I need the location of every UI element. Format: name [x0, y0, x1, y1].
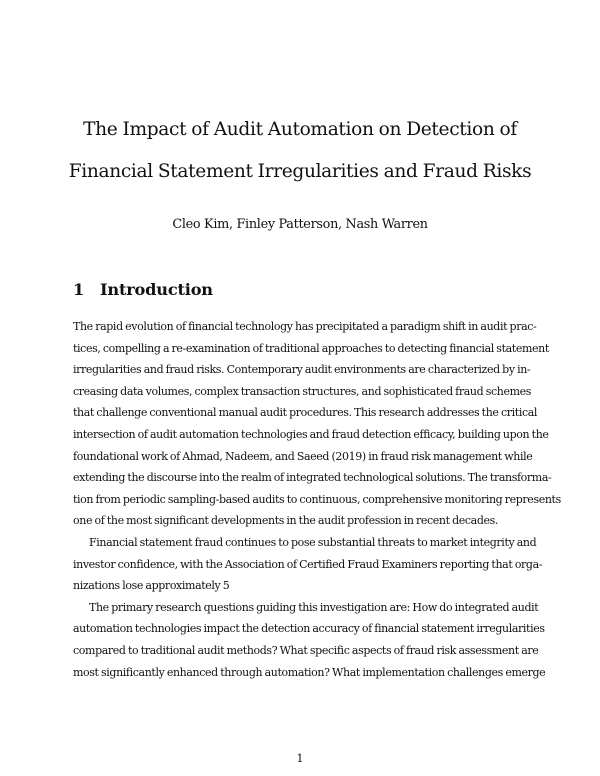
text-line: irregularities and fraud risks. Contemporary audit environments are characterized by in- [73, 363, 531, 377]
text-line: investor confidence, with the Association of Certified Fraud Examiners reporting that orga- [73, 557, 543, 571]
text-line: creasing data volumes, complex transaction structures, and sophisticated fraud schemes [73, 384, 532, 398]
text-line: nizations lose approximately 5 [73, 579, 230, 593]
section-heading-introduction [73, 280, 213, 299]
author-list: Cleo Kim, Finley Patterson, Nash Warren [172, 217, 428, 232]
text-line: compared to traditional audit methods? What specific aspects of fraud risk assessment are [73, 643, 539, 657]
text-line: foundational work of Ahmad, Nadeem, and Saeed (2019) in fraud risk management while [73, 449, 533, 463]
text-line: extending the discourse into the realm of integrated technological solutions. The transforma- [73, 471, 552, 485]
section-number: 1 [73, 280, 85, 299]
text-line: one of the most significant developments in the audit profession in recent decades. [73, 514, 498, 528]
paragraph [73, 597, 546, 683]
body-text [73, 316, 561, 683]
text-line: intersection of audit automation technologies and fraud detection efficacy, building upon the [73, 427, 549, 441]
text-line: tices, compelling a re-examination of traditional approaches to detecting financial statement [73, 341, 549, 355]
text-line: automation technologies impact the detection accuracy of financial statement irregularities [73, 622, 545, 636]
page-number: 1 [296, 752, 304, 765]
text-line: The primary research questions guiding this investigation are: How do integrated audit [89, 600, 539, 614]
text-line: Financial statement fraud continues to pose substantial threats to market integrity and [89, 535, 537, 549]
text-line: that challenge conventional manual audit procedures. This research addresses the critical [73, 406, 538, 420]
paragraph [73, 532, 543, 597]
text-line: tion from periodic sampling-based audits to continuous, comprehensive monitoring represents [73, 492, 561, 506]
paper-title-line-1: The Impact of Audit Automation on Detection of [83, 119, 517, 140]
text-line: The rapid evolution of financial technology has precipitated a paradigm shift in audit prac- [73, 320, 537, 333]
text-line: most significantly enhanced through automation? What implementation challenges emerge [73, 665, 546, 679]
paragraph [73, 316, 561, 532]
section-title: Introduction [100, 280, 213, 299]
paper-title-line-2: Financial Statement Irregularities and Fraud Risks [68, 161, 532, 182]
paper-title [0, 120, 600, 182]
